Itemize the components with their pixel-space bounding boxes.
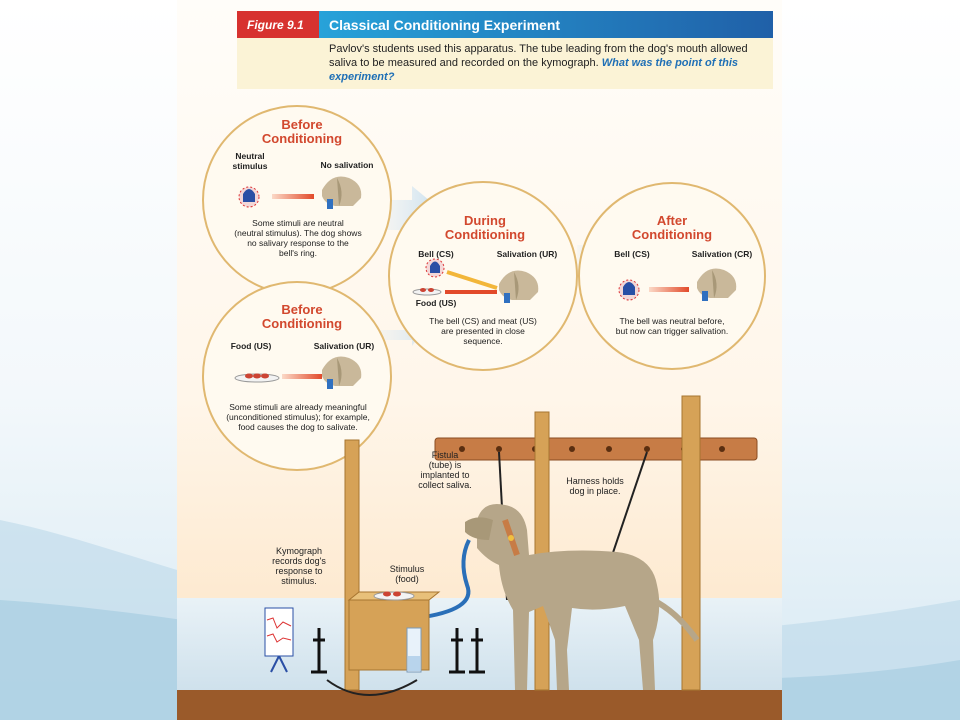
desc-line: The bell (CS) and meat (US) [429,316,537,326]
frame-post [682,396,700,690]
label-line: records dog's [272,556,326,566]
desc-line: Some stimuli are neutral [252,218,344,228]
heading-line: Conditioning [261,131,343,146]
bell-icon [239,187,259,207]
stimulus-arrow [282,374,322,379]
bell-icon [426,259,444,277]
desc-line: are presented in close [441,326,525,336]
food-us-label: Food (US) [230,341,272,351]
bell-cs-label: Bell (CS) [614,249,650,259]
salivation-ur-label: Salivation (UR) [313,341,375,351]
kymograph-label [263,546,335,586]
figure-title: Classical Conditioning Experiment [319,11,773,38]
no-salivation-label: No salivation [320,160,374,170]
lab-baseboard [177,690,782,720]
heading-line: Before [281,117,323,132]
textbook-page [177,0,782,720]
heading-line: During [464,213,506,228]
heading-line: Conditioning [261,316,343,331]
food-icon [235,374,279,383]
panel-before-food-heading [247,303,357,331]
panel-before-food-description [223,402,373,432]
food-us-label: Food (US) [415,298,457,308]
stimulus-arrow [649,287,689,292]
desc-line: but now can trigger salivation. [615,326,729,336]
figure-number: Figure 9.1 [237,11,319,38]
desc-line: Some stimuli are already meaningful [229,402,367,412]
heading-line: Conditioning [444,227,526,242]
salivation-ur-label: Salivation (UR) [496,249,558,259]
label-line: stimulus. [281,576,317,586]
heading-line: Conditioning [631,227,713,242]
frame-post [535,412,549,690]
harness-label [555,476,635,496]
label-line: Kymograph [275,546,323,556]
fistula-label [405,450,485,490]
label-line: Neutral [235,151,265,161]
label-line: stimulus [232,161,268,171]
label-line: (tube) is [428,460,462,470]
label-line: response to [275,566,323,576]
label-line: Harness holds [566,476,624,486]
heading-line: After [656,213,688,228]
label-line: Fistula [431,450,459,460]
desc-line: no salivary response to the [247,238,349,248]
caption-text: Pavlov's students used this apparatus. The tube leading from the dog's mouth allowed saliva to be measured and recorded on the kymograph. [329,43,748,69]
bell-cs-label: Bell (CS) [418,249,454,259]
neutral-stimulus-label [225,151,275,171]
panel-during-heading [435,214,535,242]
saliva-level [408,656,420,671]
desc-line: (neutral stimulus). The dog shows [234,228,362,238]
desc-line: bell's ring. [278,248,317,258]
label-line: Stimulus [389,564,425,574]
label-line: collect saliva. [418,480,472,490]
panel-before-neutral-description [233,218,363,258]
stimulus-food-label [377,564,437,584]
panel-after-heading [627,214,717,242]
salivation-cr-label: Salivation (CR) [691,249,753,259]
conditioning-diagram [177,0,782,720]
stimulus-arrow [272,194,314,199]
panel-after-description [607,316,737,336]
label-line: dog in place. [569,486,621,496]
heading-line: Before [281,302,323,317]
desc-line: food causes the dog to salivate. [238,422,358,432]
panel-after-circle [579,183,765,369]
caption-question: What was the point of this experiment? [329,57,739,83]
bell-icon [619,280,639,300]
desc-line: (unconditioned stimulus); for example, [226,412,370,422]
desc-line: sequence. [463,336,503,346]
panel-during-description [423,316,543,346]
panel-before-neutral-heading [247,118,357,146]
food-icon [374,592,414,601]
label-line: (food) [395,574,419,584]
label-line: implanted to [420,470,470,480]
desc-line: The bell was neutral before, [619,316,725,326]
